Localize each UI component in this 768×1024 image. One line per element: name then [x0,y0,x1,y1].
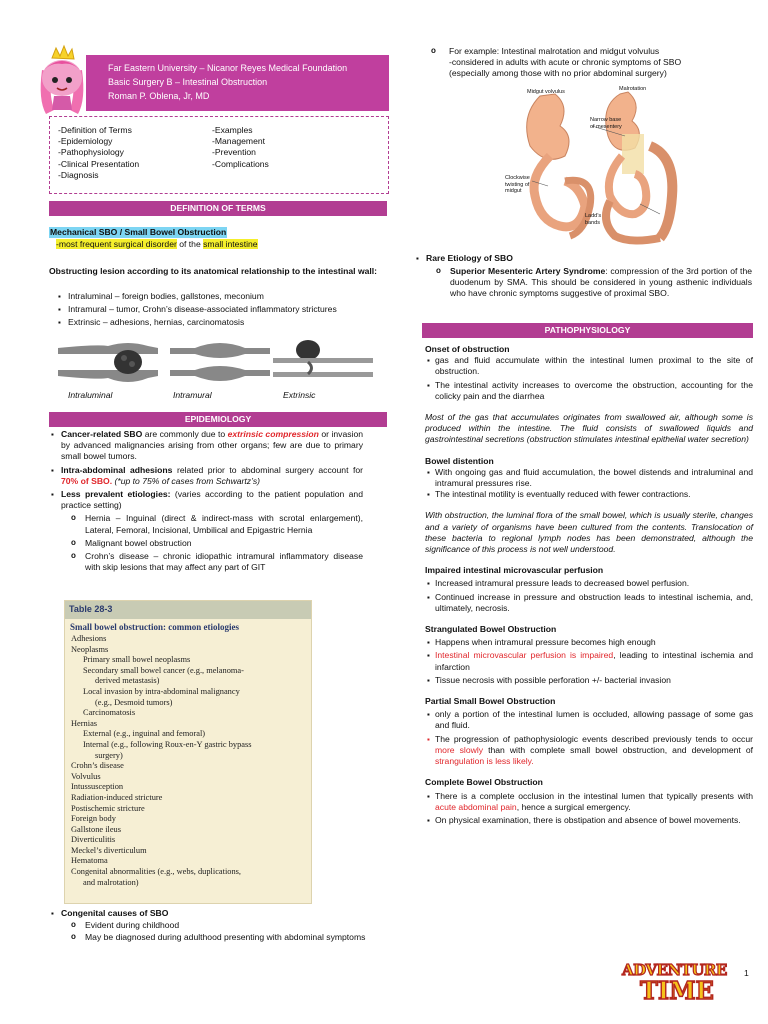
subheading: Strangulated Bowel Obstruction [425,624,557,635]
list-item: ▪ Increased intramural pressure leads to decreased bowel perfusion. [425,578,753,589]
toc-col1 [58,125,139,181]
lesion-figure [58,340,378,390]
lesion-list [56,291,386,329]
table-row: Volvulus [71,771,101,781]
list-item: ▪ Happens when intramural pressure becomes high enough [425,637,753,648]
header-author: Roman P. Oblena, Jr, MD [108,91,210,101]
etiology-table [64,600,312,904]
table-row: Meckel’s diverticulum [71,845,147,855]
adventure-time-logo: ADVENTURE TIME [622,961,727,1005]
table-row: Adhesions [71,634,107,643]
example-text [431,46,751,80]
example-line: (especially among those with no prior abdominal surgery) [449,68,667,79]
extrinsic-diagram [273,340,373,377]
list-item: ▪ only a portion of the intestinal lumen is occluded, allowing passage of some gas and fluid. [425,709,753,731]
toc-item: -Epidemiology [58,136,113,147]
toc-item: -Complications [212,158,269,169]
table-row: Carcinomatosis [83,708,136,718]
fig-label-narrow-base: Narrow base of mesentery [590,117,622,130]
intraluminal-diagram [58,343,158,382]
page-number: 1 [744,968,749,978]
table-row: Congenital abnormalities (e.g., webs, duplications, [71,867,242,877]
fig-label-malrotation: Malrotation [619,86,647,92]
toc-item: -Clinical Presentation [58,158,140,169]
term-title: Mechanical SBO / Small Bowel Obstruction [50,227,227,237]
list-item: ▪ Intramural – tumor, Crohn’s disease-associated inflammatory strictures [56,304,386,315]
table-row: Postischemic stricture [71,803,145,813]
fig-label-ladds-bands: Ladd’s bands [585,213,602,226]
list-item: ▪ With ongoing gas and fluid accumulation, the bowel distends and intraluminal and intramural pressures rise. [425,467,753,489]
list-item: ▪ The intestinal motility is eventually reduced with fewer contractions. [425,489,753,500]
list-item: ▪ There is a complete occlusion in the intestinal lumen that typically presents with acute abdominal pain, hence a surgical emergency. [425,791,753,813]
table-row: Primary small bowel neoplasms [83,655,191,665]
list-item: ▪ The intestinal activity increases to overcome the obstruction, accounting for the colicky pain and the diarrhea [425,380,753,402]
table-row: Internal (e.g., following Roux-en-Y gastric bypass [83,739,252,749]
table-row: External (e.g., inguinal and femoral) [83,729,206,739]
list-item: o Crohn’s disease – chronic idiopathic intramural inflammatory disease with skip lesions that may affect any part of GIT [49,551,363,573]
section-heading-epidemiology: EPIDEMIOLOGY [49,412,387,427]
table-row: derived metastasis) [95,676,160,686]
list-item: ▪ The progression of pathophysiologic events described previously tends to occur more slowly than with complete small bowel obstruction, and development of strangulation is less likely. [425,734,753,768]
fig-label-clockwise: Clockwise twisting of midgut [505,175,530,194]
list-item: ▪ On physical examination, there is obstipation and absence of bowel movements. [425,815,753,826]
epidemiology-list [49,429,363,573]
congenital-list [49,908,369,944]
example-line: -considered in adults with acute or chronic symptoms of SBO [449,57,682,68]
term-description: -most frequent surgical disorder of the small intestine [56,239,258,249]
fig-label-midgut: Midgut volvulus [527,89,565,95]
section-heading-pathophysiology: PATHOPHYSIOLOGY [422,323,753,338]
table-row: (e.g., Desmoid tumors) [95,697,173,707]
table-number: Table 28-3 [65,601,311,619]
document-header [86,55,389,111]
list-item: ▪ Cancer-related SBO are commonly due to extrinsic compression or invasion by advanced malignancies arising from other organs; few are due to primary small bowel tumors. [49,429,363,463]
list-item: ▪ Intestinal microvascular perfusion is impaired, leading to intestinal ischemia and infarction [425,650,753,672]
toc-item: -Definition of Terms [58,125,132,135]
subheading: Complete Bowel Obstruction [425,777,543,788]
table-title: Small bowel obstruction: common etiologies [70,622,239,632]
table-row: Hematoma [71,856,108,866]
list-item: ▪ Extrinsic – adhesions, hernias, carcinomatosis [56,317,386,328]
list-item: ▪ Tissue necrosis with possible perforation +/- bacterial invasion [425,675,753,686]
list-item: o Malignant bowel obstruction [49,538,363,549]
table-rows [65,634,311,888]
table-row: surgery) [95,750,123,760]
table-row: Radiation-induced stricture [71,792,163,802]
lesion-title: Obstructing lesion according to its anatomical relationship to the intestinal wall: [49,266,378,276]
toc-col2 [212,125,269,170]
italic-note: Most of the gas that accumulates originates from swallowed air, although some is produced within the intestine. The fluid consists of swallowed liquids and gastrointestinal secretions (obstruction stimulates intestinal epithelial water secretion) [425,412,753,445]
list-item: o May be diagnosed during adulthood presenting with abdominal symptoms [49,932,369,943]
table-row: Crohn’s disease [71,761,124,771]
header-course: Basic Surgery B – Intestinal Obstruction [108,77,268,87]
list-item: ▪ Continued increase in pressure and obstruction leads to intestinal ischemia, and, ultimately, necrosis. [425,592,753,614]
intramural-diagram [170,343,270,381]
figure-label-intramural: Intramural [173,390,212,400]
list-item: ▪ gas and fluid accumulate within the intestinal lumen proximal to the site of obstruction. [425,355,753,377]
example-line: o For example: Intestinal malrotation and midgut volvulus [431,46,751,57]
character-illustration [32,40,92,118]
header-institution: Far Eastern University – Nicanor Reyes Medical Foundation [108,63,348,73]
toc-item: -Prevention [212,147,256,158]
list-item: ▪ Congenital causes of SBO [49,908,369,919]
table-row: Gallstone ileus [71,824,122,834]
list-item: ▪ Intra-abdominal adhesions related prior to abdominal surgery account for 70% of SBO. (*up to 75% of cases from Schwartz’s) [49,465,363,487]
table-row: Neoplasms [71,644,109,654]
table-row: Diverticulitis [71,835,116,845]
table-of-contents [49,116,389,194]
toc-item: -Management [212,136,266,147]
subheading: Onset of obstruction [425,344,510,354]
table-row: Foreign body [71,814,116,824]
figure-label-intraluminal: Intraluminal [68,390,113,400]
list-item: o Evident during childhood [49,920,369,931]
rare-etiology-title: ▪ Rare Etiology of SBO [414,253,513,264]
list-item: ▪ Intraluminal – foreign bodies, gallstones, meconium [56,291,386,302]
sma-syndrome-text: o Superior Mesenteric Artery Syndrome: compression of the 3rd portion of the duodenum by SMA. This should be considered in young asthenic individuals who have chronic symptoms suggestive of proximal SBO. [414,266,752,300]
toc-item: -Diagnosis [58,169,99,180]
toc-item: -Pathophysiology [58,147,124,158]
table-row: and malrotation) [83,877,139,887]
table-row: Secondary small bowel cancer (e.g., melanoma- [83,665,244,675]
list-item: o Hernia – Inguinal (direct & indirect-mass with scrotal enlargement), Lateral, Femoral, Incisional, Umbilical and Epigastric Hernia [49,513,363,535]
table-row: Hernias [71,718,98,728]
subheading: Bowel distention [425,455,494,466]
list-item: ▪ Less prevalent etiologies: (varies according to the patient population and practice setting) [49,489,363,511]
section-heading-definition: DEFINITION OF TERMS [49,201,387,216]
toc-item: -Examples [212,125,253,135]
figure-label-extrinsic: Extrinsic [283,390,316,400]
pathophysiology-content [425,344,753,826]
subheading: Partial Small Bowel Obstruction [425,696,556,707]
italic-note: With obstruction, the luminal flora of the small bowel, which is usually sterile, changes and a variety of organisms have been cultured from the contents. Translocation of these bacteria to regional lymph nodes has been demonstrated, although the significance of this process is not well understood. [425,510,753,555]
table-row: Local invasion by intra-abdominal malignancy [83,686,240,696]
table-row: Intussusception [71,782,124,792]
subheading: Impaired intestinal microvascular perfusion [425,565,604,576]
